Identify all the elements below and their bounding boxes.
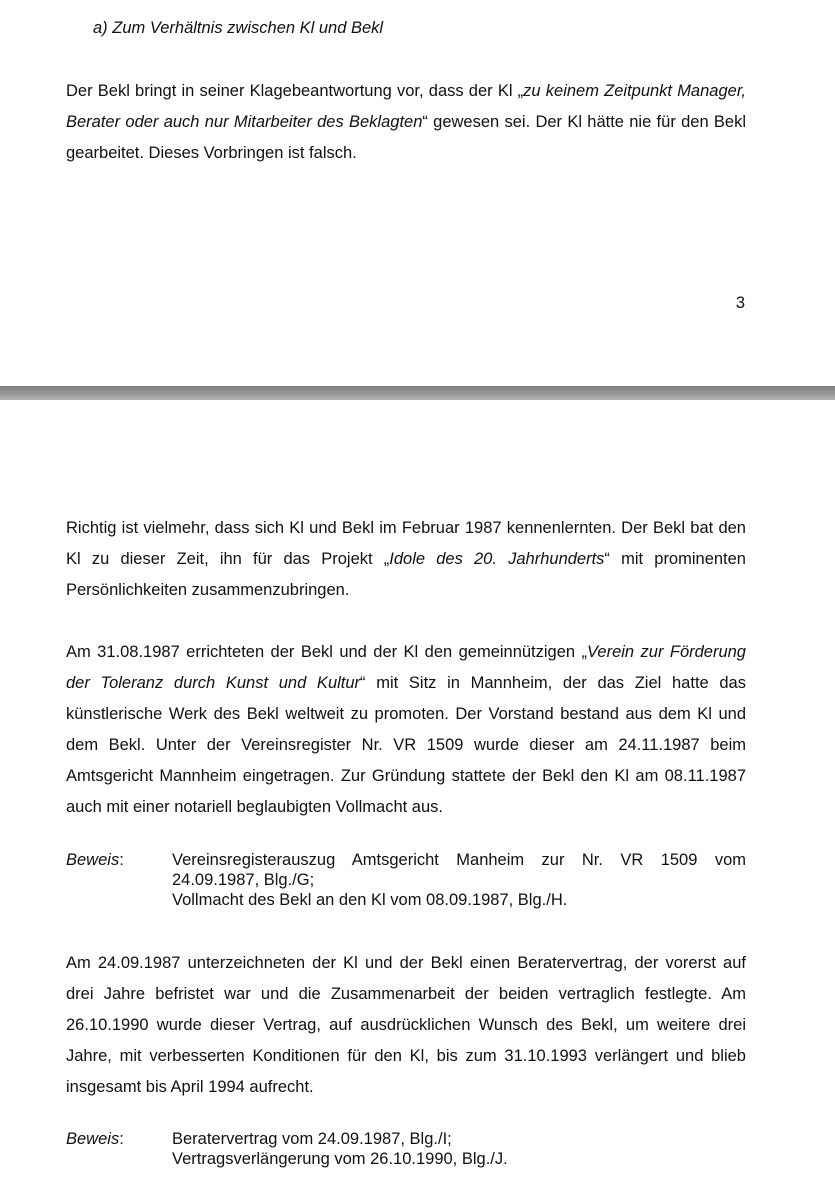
para3-quote: Verein zur Förderung der Toleranz durch Kunst und Kultur bbox=[66, 643, 746, 692]
evidence-item: Vertragsverlängerung vom 26.10.1990, Blg./J. bbox=[172, 1150, 508, 1168]
paragraph-verein bbox=[66, 637, 746, 823]
para2-quote: Idole des 20. Jahrhunderts bbox=[389, 550, 605, 568]
page-separator bbox=[0, 386, 835, 400]
paragraph-beratervertrag: Am 24.09.1987 unterzeichneten der Kl und der Bekl einen Beratervertrag, der vorerst auf drei Jahre befristet war und die Zusammenarbeit der beiden vertraglich festlegte. Am 26.10.1990 wurde dieser Vertrag, auf ausdrücklichen Wunsch des Bekl, um weitere drei Jahre, mit verbesserten Konditionen für den Kl, bis zum 31.10.1993 verlängert und blieb insgesamt bis April 1994 aufrecht. bbox=[66, 954, 746, 1096]
document-page-bottom bbox=[0, 400, 835, 1192]
evidence-item: Vollmacht des Bekl an den Kl vom 08.09.1987, Blg./H. bbox=[172, 891, 568, 909]
section-heading: a) Zum Verhältnis zwischen Kl und Bekl bbox=[93, 19, 384, 37]
para1-quote: zu keinem Zeitpunkt Manager, Berater oder auch nur Mitarbeiter des Beklagten bbox=[66, 82, 746, 131]
document-page-top bbox=[0, 0, 835, 386]
para3-text-pre: Am 31.08.1987 errichteten der Bekl und der Kl den gemeinnützigen „ bbox=[66, 643, 588, 661]
evidence-item: Beratervertrag vom 24.09.1987, Blg./I; bbox=[172, 1130, 452, 1148]
para1-text-pre: Der Bekl bringt in seiner Klagebeantwortung vor, dass der Kl „ bbox=[66, 82, 524, 100]
para2-text-post: “ mit prominenten Persönlichkeiten zusammenzubringen. bbox=[66, 550, 746, 599]
evidence-label: Beweis: bbox=[66, 851, 124, 869]
para1-text-post: “ gewesen sei. Der Kl hätte nie für den Bekl gearbeitet. Dieses Vorbringen ist falsch. bbox=[66, 113, 746, 162]
evidence-list bbox=[172, 1129, 746, 1169]
page-number: 3 bbox=[735, 294, 745, 312]
paragraph-kennenlernen bbox=[66, 513, 746, 606]
para3-text-post: “ mit Sitz in Mannheim, der das Ziel hatte das künstlerische Werk des Bekl weltweit zu promoten. Der Vorstand bestand aus dem Kl und dem Bekl. Unter der Vereinsregister Nr. VR 1509 wurde dieser am 24.11.1987 beim Amtsgericht Mannheim eingetragen. Zur Gründung stattete der Bekl den Kl am 08.11.1987 auch mit einer notariell beglaubigten Vollmacht aus. bbox=[66, 674, 746, 816]
paragraph-klagebeantwortung bbox=[66, 76, 746, 169]
evidence-label: Beweis: bbox=[66, 1130, 124, 1148]
para2-text-pre: Richtig ist vielmehr, dass sich Kl und Bekl im Februar 1987 kennenlernten. Der Bekl bat den Kl zu dieser Zeit, ihn für das Projekt „ bbox=[66, 519, 746, 568]
evidence-item: Vereinsregisterauszug Amtsgericht Manheim zur Nr. VR 1509 vom 24.09.1987, Blg./G; bbox=[172, 851, 746, 889]
evidence-list bbox=[172, 850, 746, 910]
